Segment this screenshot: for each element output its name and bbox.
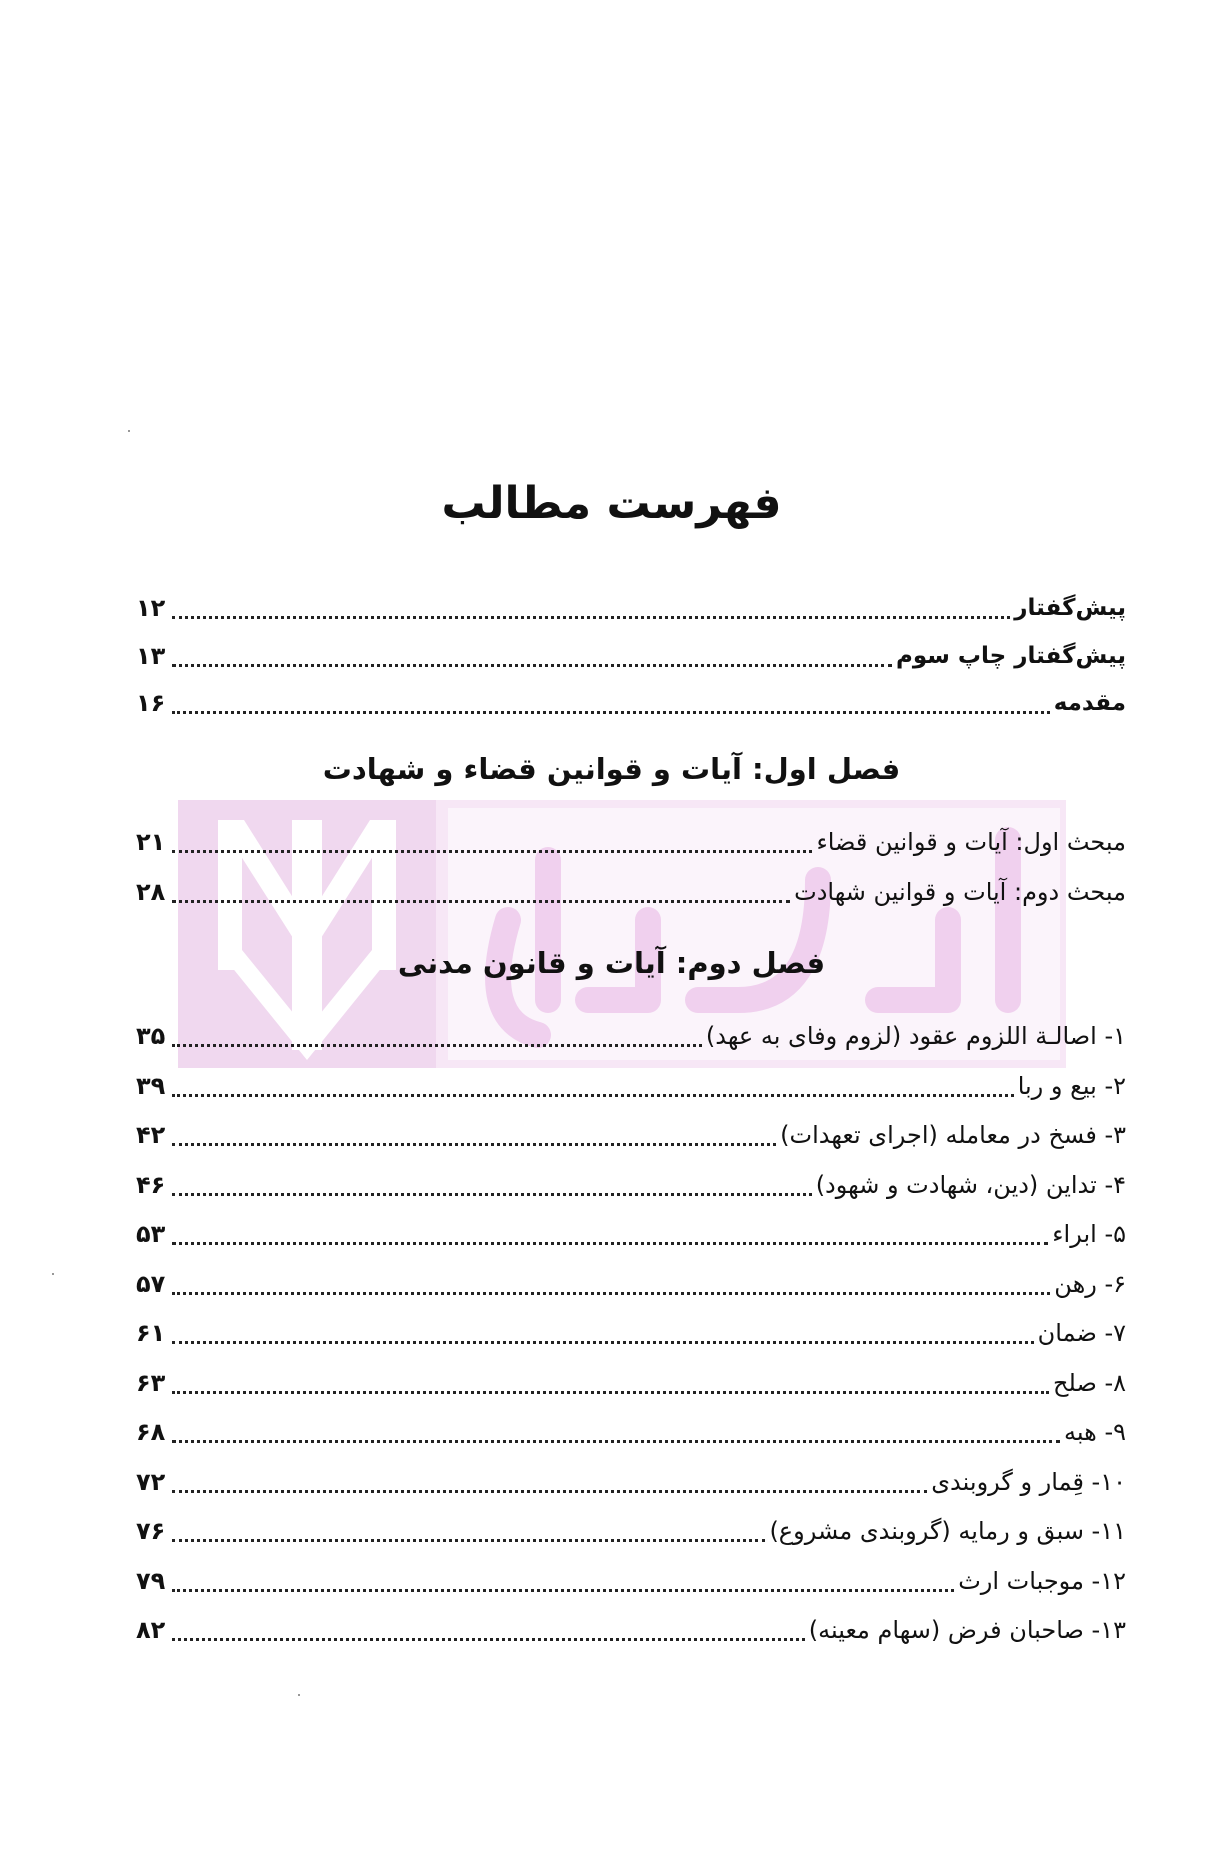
toc-row[interactable]: [136, 1165, 1126, 1205]
dot-leader: [172, 1638, 805, 1641]
toc-page-number: ۶۸: [136, 1418, 166, 1446]
toc-page-number: ۷۲: [136, 1468, 166, 1496]
toc-entry-title: ۱۱- سبق و رمایه (گروبندی مشروع): [769, 1517, 1126, 1545]
toc-page-number: ۲۸: [136, 878, 166, 906]
dot-leader: [172, 1044, 702, 1047]
dot-leader: [172, 1589, 954, 1592]
toc-row-third-edition-foreword[interactable]: [136, 636, 1126, 676]
toc-row[interactable]: [136, 1363, 1126, 1403]
dot-leader: [172, 1490, 927, 1493]
toc-page-number: ۶۱: [136, 1319, 166, 1347]
toc-row[interactable]: [136, 1511, 1126, 1551]
toc-row[interactable]: [136, 822, 1126, 862]
toc-entry-title: پیش‌گفتار چاپ سوم: [896, 643, 1126, 669]
toc-row[interactable]: [136, 1561, 1126, 1601]
toc-row[interactable]: [136, 1313, 1126, 1353]
chapter-heading-2: فصل دوم: آیات و قانون مدنی: [397, 946, 826, 980]
toc-page-number: ۴۶: [136, 1171, 166, 1199]
toc-entry-title: ۵- ابراء: [1052, 1220, 1126, 1248]
toc-row-foreword[interactable]: [136, 588, 1126, 628]
toc-row[interactable]: [136, 872, 1126, 912]
toc-page-number: ۶۳: [136, 1369, 166, 1397]
dot-leader: [172, 1391, 1049, 1394]
scan-speck: [128, 430, 130, 432]
toc-page-number: ۷۶: [136, 1517, 166, 1545]
toc-entry-title: پیش‌گفتار: [1014, 595, 1126, 621]
dot-leader: [172, 900, 790, 903]
toc-entry-title: ۱۰- قِمار و گروبندی: [931, 1468, 1126, 1496]
toc-row[interactable]: [136, 1016, 1126, 1056]
toc-entry-title: ۱۳- صاحبان فرض (سهام معینه): [808, 1616, 1126, 1644]
toc-entry-title: ۲- بیع و ربا: [1017, 1072, 1126, 1100]
toc-page-number: ۵۷: [136, 1270, 166, 1298]
toc-page-number: ۵۳: [136, 1220, 166, 1248]
scan-speck: [298, 1694, 300, 1696]
toc-page-number: ۸۲: [136, 1616, 166, 1644]
toc-row-introduction[interactable]: [136, 683, 1126, 723]
toc-row[interactable]: [136, 1066, 1126, 1106]
toc-page-number: ۲۱: [136, 828, 166, 856]
toc-page-number: ۷۹: [136, 1567, 166, 1595]
dot-leader: [172, 711, 1050, 714]
toc-row[interactable]: [136, 1115, 1126, 1155]
dot-leader: [172, 1242, 1048, 1245]
dot-leader: [172, 850, 812, 853]
toc-row[interactable]: [136, 1264, 1126, 1304]
dot-leader: [172, 1341, 1034, 1344]
toc-entry-title: ۴- تداین (دین، شهادت و شهود): [815, 1171, 1126, 1199]
dot-leader: [172, 664, 892, 667]
toc-row[interactable]: [136, 1462, 1126, 1502]
scan-speck: [52, 1273, 54, 1275]
toc-entry-title: مبحث اول: آیات و قوانین قضاء: [816, 828, 1126, 856]
toc-entry-title: ۸- صلح: [1053, 1369, 1126, 1397]
dot-leader: [172, 1193, 812, 1196]
dot-leader: [172, 1143, 776, 1146]
toc-entry-title: مبحث دوم: آیات و قوانین شهادت: [794, 878, 1126, 906]
toc-page-number: ۳۹: [136, 1072, 166, 1100]
dot-leader: [172, 1440, 1060, 1443]
toc-page-number: ۱۳: [136, 642, 166, 670]
toc-page-number: ۳۵: [136, 1022, 166, 1050]
dot-leader: [172, 1292, 1050, 1295]
toc-row[interactable]: [136, 1214, 1126, 1254]
toc-entry-title: ۱- اصالـة اللزوم عقود (لزوم وفای به عهد): [705, 1022, 1126, 1050]
toc-row[interactable]: [136, 1610, 1126, 1650]
dot-leader: [172, 1539, 765, 1542]
dot-leader: [172, 1094, 1014, 1097]
toc-page-number: ۱۲: [136, 594, 166, 622]
toc-page-number: ۱۶: [136, 689, 166, 717]
toc-page-number: ۴۲: [136, 1121, 166, 1149]
page-title: فهرست مطالب: [441, 478, 782, 529]
toc-entry-title: ۱۲- موجبات ارث: [958, 1567, 1126, 1595]
toc-entry-title: مقدمه: [1053, 690, 1126, 716]
toc-row[interactable]: [136, 1412, 1126, 1452]
dot-leader: [172, 616, 1010, 619]
toc-entry-title: ۳- فسخ در معامله (اجرای تعهدات): [780, 1121, 1126, 1149]
chapter-heading-1: فصل اول: آیات و قوانین قضاء و شهادت: [322, 752, 901, 786]
toc-entry-title: ۹- هبه: [1064, 1418, 1126, 1446]
toc-entry-title: ۷- ضمان: [1037, 1319, 1126, 1347]
toc-entry-title: ۶- رهن: [1054, 1270, 1126, 1298]
